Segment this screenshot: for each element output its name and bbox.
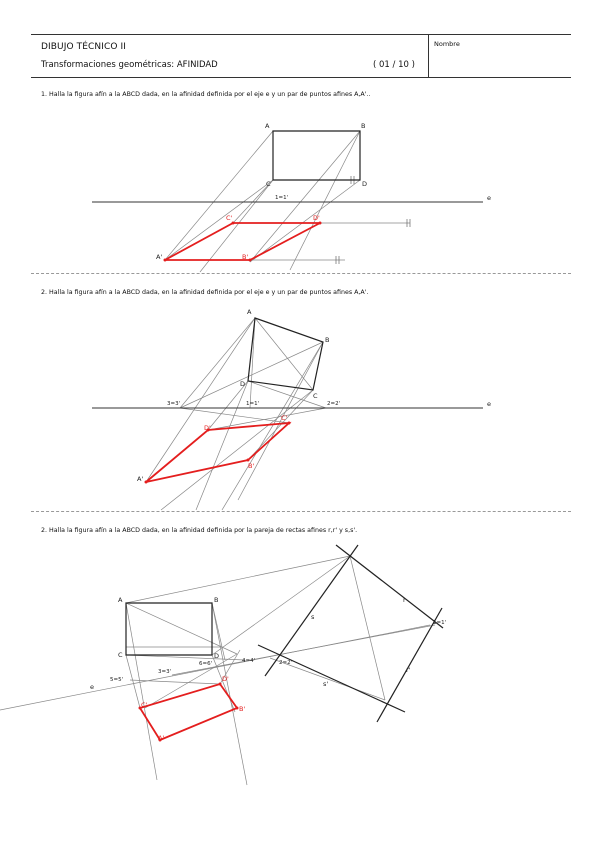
name-field-label: Nombre — [434, 40, 460, 48]
ex1-label-c: C — [266, 180, 271, 188]
ex1-label-d-prime: D' — [313, 214, 320, 222]
exercise-3-drawing — [0, 545, 446, 785]
figure-abcd-2 — [248, 318, 323, 390]
ex3-label-a: A — [118, 596, 123, 604]
ex2-label-a: A — [247, 308, 252, 316]
ex3-label-p2: 2=2' — [279, 660, 293, 666]
ex3-label-p6: 6=6' — [199, 661, 213, 667]
ex3-label-c-prime: C' — [141, 701, 148, 709]
ex2-label-p3: 3=3' — [167, 401, 181, 407]
ex3-label-a-prime: A' — [158, 734, 165, 742]
line-s — [265, 545, 358, 676]
exercise-2-drawing — [92, 308, 491, 510]
exercise-2-statement: 2. Halla la figura afín a la ABCD dada, en la afinidad definida por el eje e y un par de puntos afines A,A'. — [41, 289, 369, 296]
ex1-label-e: e — [487, 194, 491, 202]
ex3-label-c: C — [118, 651, 123, 659]
ex3-label-p4: 4=4' — [242, 658, 256, 664]
ex1-label-b-prime: B' — [242, 253, 249, 261]
sheet-subtitle: Transformaciones geométricas: AFINIDAD — [41, 60, 218, 70]
ex2-label-d: D — [240, 380, 246, 388]
ex3-label-p3: 3=3' — [158, 669, 172, 675]
ex2-label-a-prime: A' — [137, 475, 144, 483]
ex3-label-r: r — [403, 596, 406, 604]
affine-figure-3 — [140, 684, 237, 740]
ex3-label-b-prime: B' — [239, 705, 246, 713]
exercise-1-drawing — [92, 122, 491, 272]
ex3-label-s: s — [311, 613, 315, 621]
ex2-label-c-prime: C' — [281, 414, 288, 422]
ex2-label-e: e — [487, 400, 491, 408]
ex2-label-p2: 2=2' — [327, 401, 341, 407]
page-number: ( 01 / 10 ) — [373, 60, 415, 70]
figure-abcd-1 — [273, 131, 360, 180]
ex1-label-c-prime: C' — [226, 214, 233, 222]
ex1-label-axis-point: 1=1' — [275, 195, 289, 201]
ex3-label-e: e — [90, 683, 94, 691]
exercise-1-statement: 1. Halla la figura afín a la ABCD dada, en la afinidad definida por el eje e y un par de puntos afines A,A'.. — [41, 91, 371, 98]
ex3-label-d-prime: D' — [222, 675, 229, 683]
ex1-label-d: D — [362, 180, 368, 188]
ex2-label-p1: 1=1' — [246, 401, 260, 407]
ex3-label-p1: 1=1' — [433, 620, 447, 626]
ex1-label-a-prime: A' — [156, 253, 163, 261]
line-s-prime — [258, 645, 405, 712]
ex2-label-c: C — [313, 392, 318, 400]
ex3-label-p5: 5=5' — [110, 677, 124, 683]
line-r — [336, 545, 443, 628]
ex3-label-d: D — [214, 652, 220, 660]
ex3-label-s-prime: s' — [323, 680, 329, 688]
ex2-label-b: B — [325, 336, 330, 344]
exercise-3-statement: 2. Halla la figura afín a la ABCD dada, en la afinidad definida por la pareja de rectas afines r,r' y s,s'. — [41, 527, 358, 534]
ex2-label-d-prime: D' — [204, 424, 211, 432]
ex1-label-a: A — [265, 122, 270, 130]
ex3-label-b: B — [214, 596, 219, 604]
affine-figure-2 — [146, 423, 289, 482]
course-title: DIBUJO TÉCNICO II — [41, 42, 127, 52]
ex1-label-b: B — [361, 122, 366, 130]
ex3-label-r-prime: r' — [406, 666, 411, 674]
ex2-label-b-prime: B' — [248, 462, 255, 470]
